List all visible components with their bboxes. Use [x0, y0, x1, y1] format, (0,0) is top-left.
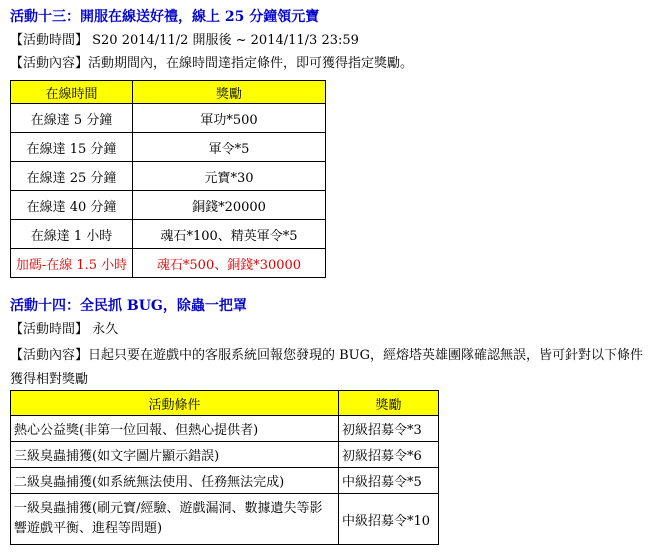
- reward-cell: 初級招募令*6: [339, 442, 439, 468]
- online-time-cell: 在線達 15 分鐘: [11, 133, 133, 162]
- condition-cell: 三級臭蟲捕獲(如文字圖片顯示錯誤): [11, 442, 339, 468]
- event13-content: 【活動內容】活動期間內，在線時間達指定條件，即可獲得指定獎勵。: [10, 56, 414, 71]
- reward-cell: 魂石*100、精英軍令*5: [133, 220, 326, 249]
- online-time-cell: 在線達 40 分鐘: [11, 191, 133, 220]
- reward-cell: 軍功*500: [133, 104, 326, 133]
- online-time-cell: 加碼-在線 1.5 小時: [11, 249, 133, 278]
- online-time-cell: 在線達 1 小時: [11, 220, 133, 249]
- header-reward: 獎勵: [339, 391, 439, 416]
- header-reward: 獎勵: [133, 81, 326, 104]
- table-row: [11, 133, 326, 162]
- header-condition: 活動條件: [11, 391, 339, 416]
- reward-cell: 軍令*5: [133, 133, 326, 162]
- header-online-time: 在線時間: [11, 81, 133, 104]
- table-row-bonus: [11, 249, 326, 278]
- reward-cell: 中級招募令*5: [339, 468, 439, 494]
- event14-content: 【活動內容】日起只要在遊戲中的客服系統回報您發現的 BUG，經熔塔英雄團隊確認無誤，皆可針對以下條件: [10, 348, 644, 363]
- reward-cell: 初級招募令*3: [339, 416, 439, 442]
- table-row: [11, 416, 439, 442]
- table-row: [11, 468, 439, 494]
- table-row: [11, 442, 439, 468]
- table-row: [11, 104, 326, 133]
- event14-content-cont: 獲得相對獎勵: [10, 372, 89, 387]
- event13-title: 活動十三：開服在線送好禮，線上 25 分鐘領元寶: [10, 9, 320, 25]
- event14-time: 【活動時間】 永久: [10, 322, 119, 337]
- reward-cell: 銅錢*20000: [133, 191, 326, 220]
- table-row: [11, 220, 326, 249]
- reward-cell: 中級招募令*10: [339, 494, 439, 545]
- online-time-cell: 在線達 5 分鐘: [11, 104, 133, 133]
- event13-time: 【活動時間】 S20 2014/11/2 開服後 ~ 2014/11/3 23:59: [10, 33, 359, 48]
- condition-cell: 二級臭蟲捕獲(如系統無法使用、任務無法完成): [11, 468, 339, 494]
- condition-cell: 一級臭蟲捕獲(刷元寶/經驗、遊戲漏洞、數據遺失等影響遊戲平衡、進程等問題): [11, 494, 339, 545]
- reward-cell: 元寶*30: [133, 162, 326, 191]
- table-row: [11, 162, 326, 191]
- online-time-cell: 在線達 25 分鐘: [11, 162, 133, 191]
- table-row: [11, 191, 326, 220]
- event13-reward-table: [10, 80, 326, 278]
- condition-cell: 熱心公益獎(非第一位回報、但熱心提供者): [11, 416, 339, 442]
- event14-reward-table: [10, 390, 439, 545]
- table-row: [11, 494, 439, 545]
- reward-cell: 魂石*500、銅錢*30000: [133, 249, 326, 278]
- event14-title: 活動十四：全民抓 BUG，除蟲一把罩: [10, 298, 247, 314]
